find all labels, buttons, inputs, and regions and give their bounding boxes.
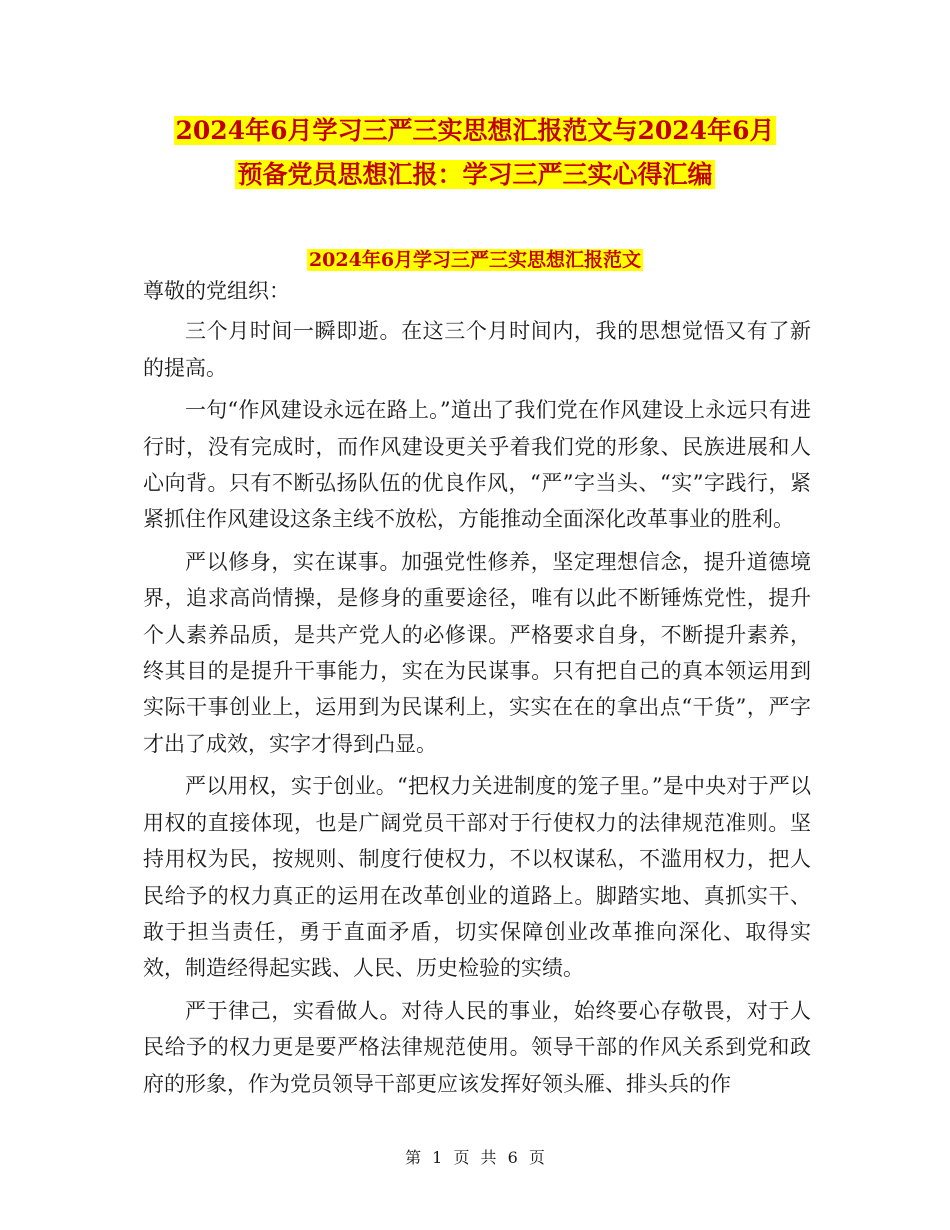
section-title	[0, 246, 950, 274]
paragraph-2: 一句“作风建设永远在路上。”道出了我们党在作风建设上永远只有进行时，没有完成时，而作风建设更关乎着我们党的形象、民族进展和人心向背。只有不断弘扬队伍的优良作风，“严”字当头、“实”字践行，紧紧抓住作风建设这条主线不放松，方能推动全面深化改革事业的胜利。	[143, 398, 811, 532]
page-footer: 第 1 页 共 6 页	[405, 1148, 545, 1167]
title-highlight-1: 2024年6月学习三严三实思想汇报范文与2024年6月	[175, 116, 775, 145]
document-title-line-2	[0, 157, 950, 193]
title-highlight-2: 预备党员思想汇报：学习三严三实心得汇编	[237, 160, 713, 189]
paragraph-3: 严以修身，实在谋事。加强党性修养，坚定理想信念，提升道德境界，追求高尚情操，是修身的重要途径，唯有以此不断锤炼党性，提升个人素养品质，是共产党人的必修课。严格要求自身，不断提升素养，终其目的是提升干事能力，实在为民谋事。只有把自己的真本领运用到实际干事创业上，运用到为民谋利上，实实在在的拿出点“干货”，严字才出了成效，实字才得到凸显。	[143, 549, 811, 756]
document-title-line-1	[0, 113, 950, 149]
document-body	[143, 273, 811, 1108]
section-title-highlight: 2024年6月学习三严三实思想汇报范文	[308, 249, 642, 271]
paragraph-4: 严以用权，实于创业。“把权力关进制度的笼子里。”是中央对于严以用权的直接体现，也是广阔党员干部对于行使权力的法律规范准则。坚持用权为民，按规则、制度行使权力，不以权谋私，不滥用权力，把人民给予的权力真正的运用在改革创业的道路上。脚踏实地、真抓实干、敢于担当责任，勇于直面矛盾，切实保障创业改革推向深化、取得实效，制造经得起实践、人民、历史检验的实绩。	[143, 774, 811, 981]
paragraph-5: 严于律己，实看做人。对待人民的事业，始终要心存敬畏，对于人民给予的权力更是要严格法律规范使用。领导干部的作风关系到党和政府的形象，作为党员领导干部更应该发挥好领头雁、排头兵的作	[143, 998, 811, 1096]
paragraph-1: 三个月时间一瞬即逝。在这三个月时间内，我的思想觉悟又有了新的提高。	[143, 319, 811, 380]
salutation: 尊敬的党组织：	[143, 279, 290, 303]
